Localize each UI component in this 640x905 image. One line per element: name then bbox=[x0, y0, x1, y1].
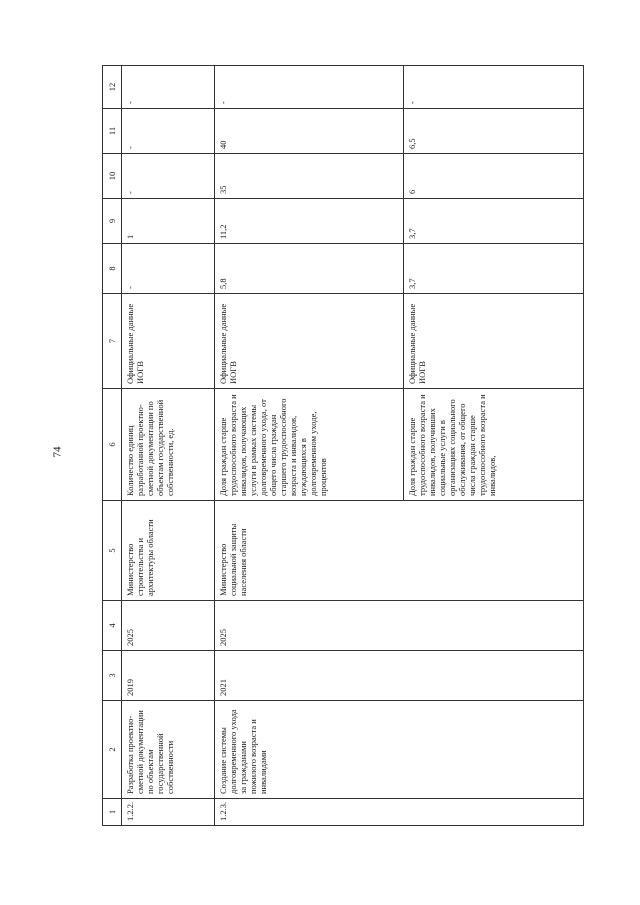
table-row bbox=[122, 66, 215, 826]
column-header: 6 bbox=[103, 389, 122, 501]
value-cell: 11,2 bbox=[215, 199, 404, 244]
column-header: 2 bbox=[103, 701, 122, 799]
column-header: 11 bbox=[103, 109, 122, 154]
column-header: 1 bbox=[103, 799, 122, 826]
value-cell: - bbox=[403, 66, 583, 109]
value-cell: 3,7 bbox=[403, 199, 583, 244]
executor: Министерство строительства и архитектуры области bbox=[122, 501, 215, 601]
end-year: 2025 bbox=[215, 601, 584, 651]
activity-name: Разработка проектно-сметной документации по объектам государственной собственности bbox=[122, 701, 215, 799]
column-header: 9 bbox=[103, 199, 122, 244]
indicator: Доля граждан старше трудоспособного возраста и инвалидов, получивших социальные услуги в организациях социального обслуживания, от общего числа граждан старше трудоспособного возраста и инвалидов, bbox=[403, 389, 583, 501]
header-row bbox=[103, 66, 122, 826]
value-cell: 6 bbox=[403, 154, 583, 199]
column-header: 12 bbox=[103, 66, 122, 109]
table-row bbox=[215, 66, 404, 826]
activity-name: Создание системы долговременного ухода за гражданами пожилого возраста и инвалидами bbox=[215, 701, 584, 799]
row-number: 1.2.2. bbox=[122, 799, 215, 826]
column-header: 7 bbox=[103, 294, 122, 389]
table-container bbox=[102, 66, 584, 826]
value-cell: 1 bbox=[122, 199, 215, 244]
value-cell: - bbox=[122, 154, 215, 199]
value-cell: - bbox=[122, 66, 215, 109]
column-header: 4 bbox=[103, 601, 122, 651]
row-number: 1.2.3. bbox=[215, 799, 584, 826]
value-cell: 5,8 bbox=[215, 244, 404, 294]
data-source: Официальные данные ИОГВ bbox=[122, 294, 215, 389]
value-cell: - bbox=[215, 66, 404, 109]
indicator: Количество единиц разработанной проектно-сметной документации по объектам государственной собственности, ед. bbox=[122, 389, 215, 501]
column-header: 8 bbox=[103, 244, 122, 294]
column-header: 3 bbox=[103, 651, 122, 701]
data-source: Официальные данные ИОГВ bbox=[215, 294, 404, 389]
value-cell: - bbox=[122, 109, 215, 154]
value-cell: 6,5 bbox=[403, 109, 583, 154]
start-year: 2021 bbox=[215, 651, 584, 701]
value-cell: 3,7 bbox=[403, 244, 583, 294]
executor: Министерство социальной защиты населения области bbox=[215, 501, 584, 601]
start-year: 2019 bbox=[122, 651, 215, 701]
column-header: 5 bbox=[103, 501, 122, 601]
value-cell: 40 bbox=[215, 109, 404, 154]
value-cell: 35 bbox=[215, 154, 404, 199]
page-number: 74 bbox=[51, 446, 64, 458]
indicator: Доля граждан старше трудоспособного возраста и инвалидов, получающих услуги в рамках системы долговременного ухода, от общего числа граждан старшего трудоспособного возраста и инвалидов, нуждающихся в долговременном уходе, процентов bbox=[215, 389, 404, 501]
value-cell: - bbox=[122, 244, 215, 294]
data-source: Официальные данные ИОГВ bbox=[403, 294, 583, 389]
column-header: 10 bbox=[103, 154, 122, 199]
program-table bbox=[102, 65, 584, 826]
end-year: 2025 bbox=[122, 601, 215, 651]
